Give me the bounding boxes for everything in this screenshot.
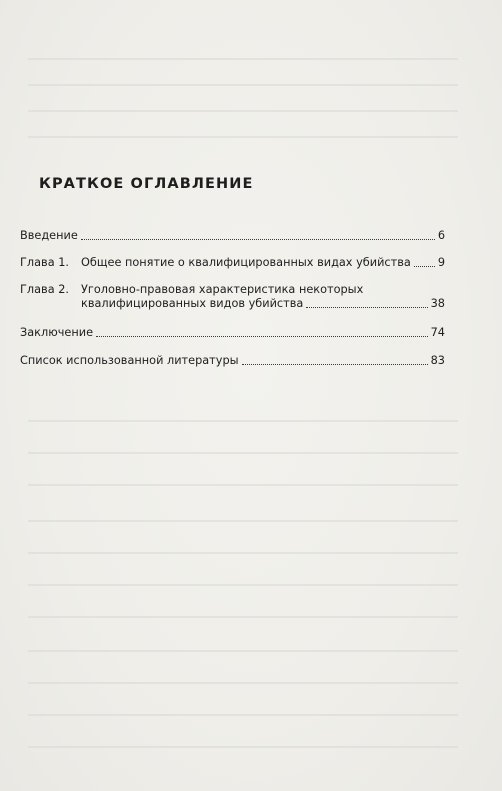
toc-entry-title: квалифицированных видов убийства [81,297,304,310]
toc-entry-title: Общее понятие о квалифицированных видах убийства [81,256,411,269]
toc-entry-label: Глава 1. [20,256,69,269]
dot-leader [306,307,427,308]
show-through-line [28,136,458,138]
show-through-line [28,452,458,454]
show-through-line [28,746,458,748]
toc-entry-title: Заключение [20,326,94,339]
show-through-line [28,650,458,652]
toc-entry-title-line1: Уголовно-правовая характеристика некоторых [81,283,364,296]
toc-entry-chapter-2[interactable] [20,283,445,311]
show-through-line [28,484,458,486]
show-through-line [28,420,458,422]
dot-leader [242,364,428,365]
toc-entry-title: Введение [20,229,78,242]
toc-entry-page: 38 [430,297,445,310]
dot-leader [96,336,428,337]
toc-entry-conclusion[interactable] [20,326,445,340]
toc-entry-page: 6 [437,229,445,242]
toc-entry-page: 9 [437,256,445,269]
show-through-line [28,110,458,112]
show-through-line [28,552,458,554]
dot-leader [81,239,435,240]
toc-entry-bibliography[interactable] [20,354,445,368]
show-through-line [28,84,458,86]
show-through-line [28,520,458,522]
toc-entry-chapter-1[interactable] [20,256,445,270]
show-through-line [28,584,458,586]
show-through-line [28,58,458,60]
show-through-line [28,616,458,618]
toc-heading: КРАТКОЕ ОГЛАВЛЕНИЕ [39,176,254,192]
show-through-line [28,714,458,716]
toc-entry-introduction[interactable] [20,229,445,243]
toc-entry-page: 83 [430,354,445,367]
dot-leader [414,266,435,267]
toc-entry-label: Глава 2. [20,283,69,296]
toc-entry-title: Список использованной литературы [20,354,239,367]
show-through-line [28,682,458,684]
toc-entry-page: 74 [430,326,445,339]
